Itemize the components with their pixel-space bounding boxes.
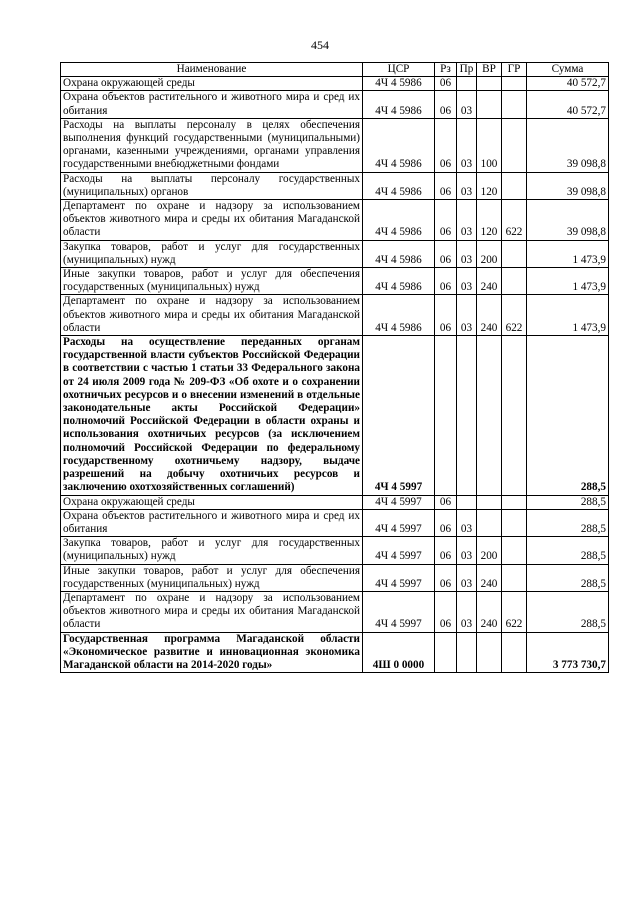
table-row bbox=[61, 495, 609, 509]
cell-name: Иные закупки товаров, работ и услуг для обеспечения государственных (муниципальных) нужд bbox=[61, 268, 363, 295]
cell-csr: 4Ч 4 5986 bbox=[363, 91, 435, 118]
cell-sum: 39 098,8 bbox=[527, 172, 609, 199]
cell-vr: 240 bbox=[477, 564, 502, 591]
table-row bbox=[61, 564, 609, 591]
cell-gr bbox=[502, 537, 527, 564]
cell-vr: 100 bbox=[477, 118, 502, 172]
cell-gr bbox=[502, 495, 527, 509]
cell-vr: 200 bbox=[477, 537, 502, 564]
cell-gr bbox=[502, 564, 527, 591]
cell-name: Департамент по охране и надзору за использованием объектов животного мира и среды их обитания Магаданской области bbox=[61, 591, 363, 632]
cell-rz: 06 bbox=[435, 118, 457, 172]
cell-gr: 622 bbox=[502, 591, 527, 632]
cell-csr: 4Ч 4 5986 bbox=[363, 200, 435, 241]
table-row bbox=[61, 200, 609, 241]
cell-csr: 4Ч 4 5986 bbox=[363, 295, 435, 336]
cell-rz: 06 bbox=[435, 91, 457, 118]
cell-csr: 4Ч 4 5997 bbox=[363, 564, 435, 591]
cell-name: Закупка товаров, работ и услуг для государственных (муниципальных) нужд bbox=[61, 537, 363, 564]
cell-vr bbox=[477, 495, 502, 509]
cell-csr: 4Ч 4 5997 bbox=[363, 336, 435, 495]
table-row bbox=[61, 295, 609, 336]
cell-vr bbox=[477, 336, 502, 495]
cell-rz: 06 bbox=[435, 268, 457, 295]
cell-csr: 4Ч 4 5997 bbox=[363, 509, 435, 536]
cell-pr: 03 bbox=[457, 295, 477, 336]
cell-sum: 1 473,9 bbox=[527, 295, 609, 336]
table-row bbox=[61, 172, 609, 199]
cell-vr bbox=[477, 77, 502, 91]
header-pr: Пр bbox=[457, 63, 477, 77]
cell-vr: 240 bbox=[477, 591, 502, 632]
cell-rz: 06 bbox=[435, 509, 457, 536]
cell-vr: 120 bbox=[477, 172, 502, 199]
cell-pr: 03 bbox=[457, 591, 477, 632]
cell-pr: 03 bbox=[457, 118, 477, 172]
cell-pr: 03 bbox=[457, 509, 477, 536]
table-row bbox=[61, 118, 609, 172]
cell-csr: 4Ч 4 5986 bbox=[363, 172, 435, 199]
cell-rz: 06 bbox=[435, 564, 457, 591]
cell-sum: 288,5 bbox=[527, 495, 609, 509]
cell-csr: 4Ч 4 5997 bbox=[363, 591, 435, 632]
header-vr: ВР bbox=[477, 63, 502, 77]
cell-gr bbox=[502, 268, 527, 295]
header-rz: Рз bbox=[435, 63, 457, 77]
cell-name: Расходы на выплаты персоналу в целях обеспечения выполнения функций государственными (муниципальными) органами, казенными учреждениями, органами управления государственными внебюджетными фондами bbox=[61, 118, 363, 172]
cell-rz bbox=[435, 336, 457, 495]
cell-gr bbox=[502, 77, 527, 91]
cell-vr bbox=[477, 632, 502, 673]
cell-csr: 4Ч 4 5986 bbox=[363, 240, 435, 267]
cell-sum: 288,5 bbox=[527, 509, 609, 536]
cell-csr: 4Ч 4 5986 bbox=[363, 77, 435, 91]
cell-pr: 03 bbox=[457, 91, 477, 118]
cell-sum: 40 572,7 bbox=[527, 91, 609, 118]
table-row bbox=[61, 240, 609, 267]
cell-name: Расходы на выплаты персоналу государственных (муниципальных) органов bbox=[61, 172, 363, 199]
cell-name: Департамент по охране и надзору за использованием объектов животного мира и среды их обитания Магаданской области bbox=[61, 200, 363, 241]
cell-gr bbox=[502, 118, 527, 172]
cell-csr: 4Ч 4 5997 bbox=[363, 537, 435, 564]
cell-name: Охрана окружающей среды bbox=[61, 77, 363, 91]
cell-rz: 06 bbox=[435, 591, 457, 632]
cell-gr: 622 bbox=[502, 200, 527, 241]
cell-pr bbox=[457, 336, 477, 495]
cell-rz: 06 bbox=[435, 200, 457, 241]
cell-pr: 03 bbox=[457, 564, 477, 591]
table-row bbox=[61, 336, 609, 495]
cell-vr: 200 bbox=[477, 240, 502, 267]
cell-sum: 39 098,8 bbox=[527, 200, 609, 241]
cell-rz bbox=[435, 632, 457, 673]
cell-rz: 06 bbox=[435, 77, 457, 91]
cell-vr: 120 bbox=[477, 200, 502, 241]
table-row bbox=[61, 509, 609, 536]
table-row bbox=[61, 91, 609, 118]
cell-pr: 03 bbox=[457, 200, 477, 241]
cell-rz: 06 bbox=[435, 240, 457, 267]
cell-sum: 288,5 bbox=[527, 537, 609, 564]
cell-sum: 40 572,7 bbox=[527, 77, 609, 91]
cell-rz: 06 bbox=[435, 537, 457, 564]
cell-csr: 4Ч 4 5986 bbox=[363, 268, 435, 295]
cell-name: Иные закупки товаров, работ и услуг для обеспечения государственных (муниципальных) нужд bbox=[61, 564, 363, 591]
table-row bbox=[61, 537, 609, 564]
table-row bbox=[61, 268, 609, 295]
cell-gr bbox=[502, 336, 527, 495]
cell-rz: 06 bbox=[435, 495, 457, 509]
cell-gr: 622 bbox=[502, 295, 527, 336]
page-number: 454 bbox=[311, 38, 329, 52]
cell-pr bbox=[457, 77, 477, 91]
cell-pr: 03 bbox=[457, 240, 477, 267]
cell-sum: 1 473,9 bbox=[527, 268, 609, 295]
cell-rz: 06 bbox=[435, 295, 457, 336]
cell-vr: 240 bbox=[477, 295, 502, 336]
cell-sum: 288,5 bbox=[527, 591, 609, 632]
cell-sum: 3 773 730,7 bbox=[527, 632, 609, 673]
cell-pr bbox=[457, 632, 477, 673]
cell-vr bbox=[477, 91, 502, 118]
cell-rz: 06 bbox=[435, 172, 457, 199]
cell-vr bbox=[477, 509, 502, 536]
cell-pr bbox=[457, 495, 477, 509]
cell-sum: 1 473,9 bbox=[527, 240, 609, 267]
cell-name: Охрана объектов растительного и животного мира и сред их обитания bbox=[61, 509, 363, 536]
cell-name: Департамент по охране и надзору за использованием объектов животного мира и среды их обитания Магаданской области bbox=[61, 295, 363, 336]
cell-sum: 288,5 bbox=[527, 336, 609, 495]
cell-csr: 4Ч 4 5986 bbox=[363, 118, 435, 172]
table-row bbox=[61, 591, 609, 632]
cell-name: Государственная программа Магаданской области «Экономическое развитие и инновационная экономика Магаданской области на 2014-2020 годы» bbox=[61, 632, 363, 673]
table-row bbox=[61, 632, 609, 673]
cell-name: Охрана окружающей среды bbox=[61, 495, 363, 509]
cell-gr bbox=[502, 240, 527, 267]
budget-table bbox=[60, 62, 609, 673]
cell-sum: 39 098,8 bbox=[527, 118, 609, 172]
cell-gr bbox=[502, 172, 527, 199]
cell-pr: 03 bbox=[457, 172, 477, 199]
table-header-row bbox=[61, 63, 609, 77]
header-sum: Сумма bbox=[527, 63, 609, 77]
cell-name: Расходы на осуществление переданных органам государственной власти субъектов Российской Федерации в соответствии с частью 1 статьи 33 Федерального закона от 24 июля 2009 года № 209-ФЗ «Об охоте и о сохранении охотничьих ресурсов и о внесении изменений в отдельные законодательные акты Российской Федерации» полномочий Российской Федерации в области охраны и использования охотничьих ресурсов (за исключением полномочий Российской Федерации по федеральному государственному охотничьему надзору, выдаче разрешений на добычу охотничьих ресурсов и заключению охотхозяйственных соглашений) bbox=[61, 336, 363, 495]
cell-name: Охрана объектов растительного и животного мира и сред их обитания bbox=[61, 91, 363, 118]
cell-csr: 4Ш 0 0000 bbox=[363, 632, 435, 673]
cell-name: Закупка товаров, работ и услуг для государственных (муниципальных) нужд bbox=[61, 240, 363, 267]
table-row bbox=[61, 77, 609, 91]
cell-vr: 240 bbox=[477, 268, 502, 295]
cell-gr bbox=[502, 632, 527, 673]
cell-gr bbox=[502, 91, 527, 118]
header-csr: ЦСР bbox=[363, 63, 435, 77]
cell-gr bbox=[502, 509, 527, 536]
header-gr: ГР bbox=[502, 63, 527, 77]
cell-pr: 03 bbox=[457, 537, 477, 564]
cell-sum: 288,5 bbox=[527, 564, 609, 591]
cell-csr: 4Ч 4 5997 bbox=[363, 495, 435, 509]
header-name: Наименование bbox=[61, 63, 363, 77]
cell-pr: 03 bbox=[457, 268, 477, 295]
